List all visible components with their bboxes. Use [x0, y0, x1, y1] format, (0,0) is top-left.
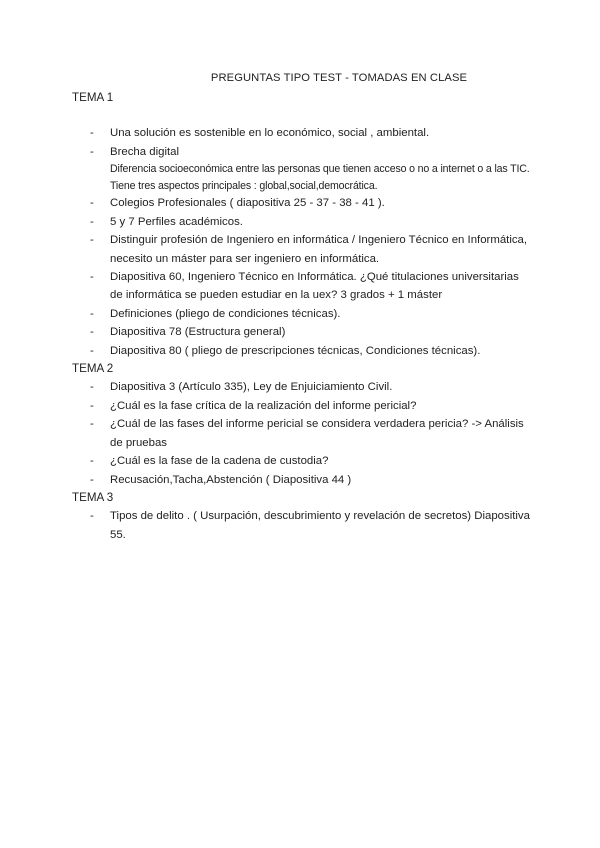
list-item [72, 415, 532, 452]
bullet-list [72, 378, 532, 488]
section-tema-3 [72, 489, 532, 544]
list-item [72, 323, 532, 341]
document-body [72, 89, 532, 544]
list-item-text: ¿Cuál de las fases del informe pericial se considera verdadera pericia? -> Análisis de pruebas [110, 418, 524, 449]
dash-bullet-icon: - [90, 344, 94, 357]
list-item [72, 268, 532, 305]
list-item-text: Diapositiva 3 (Artículo 335), Ley de Enjuiciamiento Civil. [110, 381, 393, 394]
list-item-text: Recusación,Tacha,Abstención ( Diapositiva 44 ) [110, 473, 352, 486]
dash-bullet-icon: - [90, 510, 94, 523]
dash-bullet-icon: - [90, 197, 94, 210]
dash-bullet-icon: - [90, 381, 94, 394]
list-item [72, 452, 532, 470]
section-tema-1 [72, 89, 532, 360]
section-heading: TEMA 1 [72, 91, 114, 104]
list-item-text: Distinguir profesión de Ingeniero en informática / Ingeniero Técnico en Informática, necesito un máster para ser ingeniero en informática. [110, 234, 528, 265]
dash-bullet-icon: - [90, 127, 94, 140]
dash-bullet-icon: - [90, 473, 94, 486]
list-item [72, 305, 532, 323]
list-item-text: Diapositiva 80 ( pliego de prescripciones técnicas, Condiciones técnicas). [110, 344, 481, 357]
list-item [72, 471, 532, 489]
list-item-text: 5 y 7 Perfiles académicos. [110, 215, 243, 228]
list-item [72, 143, 532, 195]
list-item-text: Definiciones (pliego de condiciones técnicas). [110, 307, 341, 320]
dash-bullet-icon: - [90, 399, 94, 412]
list-item [72, 124, 532, 142]
list-item [72, 213, 532, 231]
dash-bullet-icon: - [90, 418, 94, 431]
list-item-text: Diapositiva 60, Ingeniero Técnico en Informática. ¿Qué titulaciones universitarias de informática se pueden estudiar en la uex? 3 grados + 1 máster [110, 271, 519, 302]
dash-bullet-icon: - [90, 307, 94, 320]
list-item-text: Tipos de delito . ( Usurpación, descubrimiento y revelación de secretos) Diapositiva 55. [110, 510, 530, 541]
list-item-text: Brecha digital [110, 145, 180, 158]
bullet-list [72, 124, 532, 360]
section-heading: TEMA 2 [72, 362, 114, 376]
dash-bullet-icon: - [90, 234, 94, 247]
section-heading: TEMA 3 [72, 490, 114, 504]
dash-bullet-icon: - [90, 455, 94, 468]
list-item-text: Colegios Profesionales ( diapositiva 25 - 37 - 38 - 41 ). [110, 197, 385, 210]
list-item [72, 231, 532, 268]
dash-bullet-icon: - [90, 215, 94, 228]
list-item-text: ¿Cuál es la fase crítica de la realización del informe pericial? [110, 399, 417, 412]
list-item [72, 378, 532, 396]
list-item-text: Diapositiva 78 (Estructura general) [110, 326, 286, 339]
dash-bullet-icon: - [90, 271, 94, 284]
list-item-text: Una solución es sostenible en lo económico, social , ambiental. [110, 127, 430, 140]
list-item [72, 507, 532, 544]
dash-bullet-icon: - [90, 145, 94, 158]
section-tema-2 [72, 360, 532, 489]
list-item [72, 194, 532, 212]
document-title: PREGUNTAS TIPO TEST - TOMADAS EN CLASE [210, 72, 468, 84]
list-item [72, 397, 532, 415]
bullet-list [72, 507, 532, 544]
list-item-text: ¿Cuál es la fase de la cadena de custodia? [110, 455, 329, 468]
list-item [72, 342, 532, 360]
dash-bullet-icon: - [90, 326, 94, 339]
list-item-note: Diferencia socioeconómica entre las personas que tienen acceso o no a internet o a las TIC. Tiene tres aspectos principales : global,social,democrática. [110, 163, 530, 192]
